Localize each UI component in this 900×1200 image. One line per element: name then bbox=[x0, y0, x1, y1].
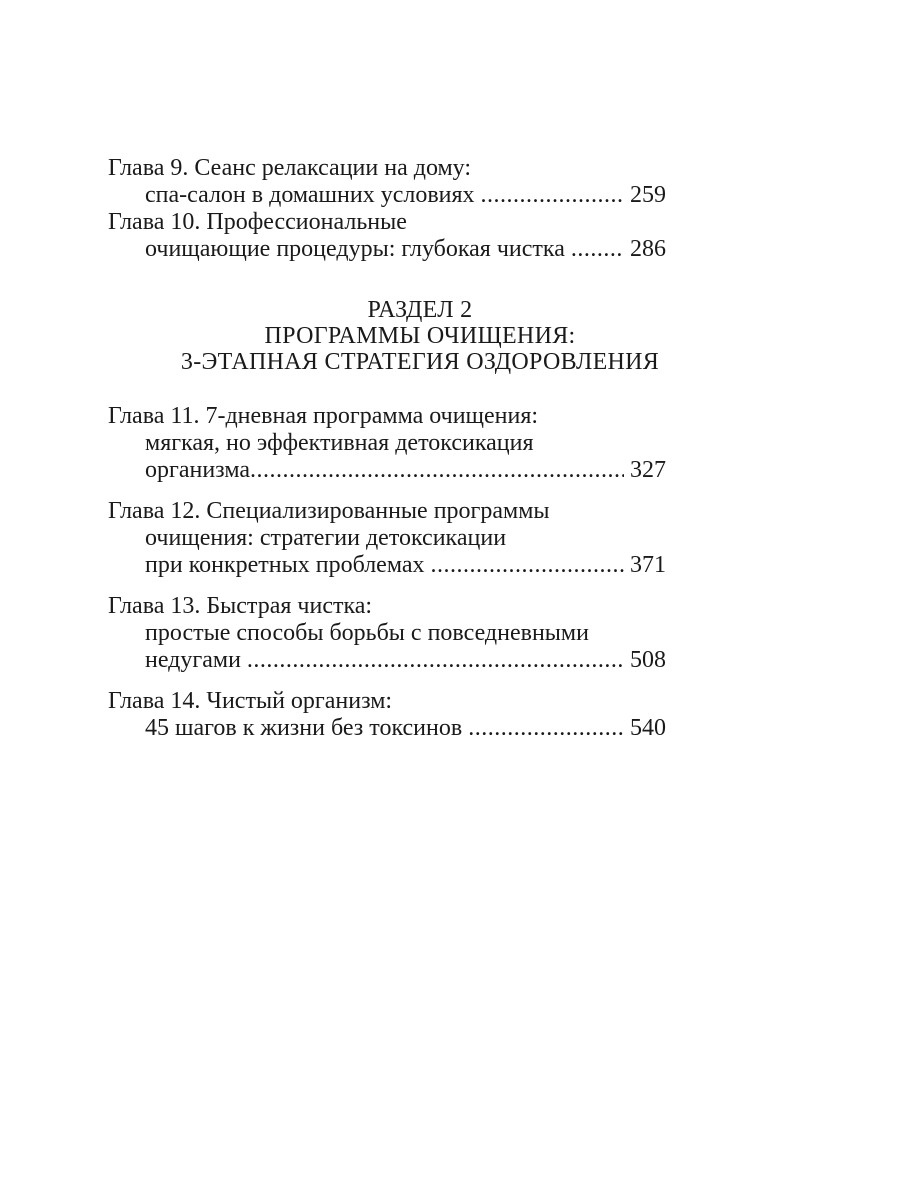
section-number: РАЗДЕЛ 2 bbox=[367, 297, 473, 323]
toc-bottom-block bbox=[108, 403, 666, 742]
toc-entry-chapter-13 bbox=[108, 593, 666, 674]
chapter-subtitle: спа-салон в домашних условиях bbox=[145, 182, 475, 208]
chapter-title: Глава 13. Быстрая чистка: bbox=[108, 593, 373, 619]
chapter-title: Глава 9. Сеанс релаксации на дому: bbox=[108, 155, 472, 181]
chapter-subtitle: мягкая, но эффективная детоксикация bbox=[145, 430, 534, 456]
toc-entry-chapter-14 bbox=[108, 688, 666, 742]
section-heading bbox=[100, 297, 740, 375]
dot-leader bbox=[481, 182, 624, 209]
dot-leader bbox=[250, 457, 624, 484]
chapter-title: Глава 10. Профессиональные bbox=[108, 209, 407, 235]
page-number: 540 bbox=[630, 715, 666, 741]
page-number: 327 bbox=[630, 457, 666, 483]
chapter-subtitle: очищения: стратегии детоксикации bbox=[145, 525, 507, 551]
chapter-title: Глава 11. 7-дневная программа очищения: bbox=[108, 403, 539, 429]
chapter-subtitle: 45 шагов к жизни без токсинов bbox=[145, 715, 463, 741]
chapter-subtitle-end: при конкретных проблемах bbox=[145, 552, 425, 578]
dot-leader bbox=[468, 715, 624, 742]
chapter-title: Глава 14. Чистый организм: bbox=[108, 688, 393, 714]
toc-entry-chapter-9 bbox=[108, 155, 666, 209]
chapter-subtitle: очищающие процедуры: глубокая чистка bbox=[145, 236, 565, 262]
chapter-title: Глава 12. Специализированные программы bbox=[108, 498, 550, 524]
dot-leader bbox=[571, 236, 624, 263]
toc-top-block bbox=[108, 155, 666, 263]
section-title-line-1: ПРОГРАММЫ ОЧИЩЕНИЯ: bbox=[264, 323, 576, 349]
page-number: 508 bbox=[630, 647, 666, 673]
page-number: 286 bbox=[630, 236, 666, 262]
chapter-subtitle: простые способы борьбы с повседневными bbox=[145, 620, 589, 646]
dot-leader bbox=[247, 647, 624, 674]
chapter-subtitle-end: недугами bbox=[145, 647, 241, 673]
dot-leader bbox=[431, 552, 624, 579]
page-number: 259 bbox=[630, 182, 666, 208]
section-title-line-2: 3-ЭТАПНАЯ СТРАТЕГИЯ ОЗДОРОВЛЕНИЯ bbox=[180, 349, 660, 375]
toc-entry-chapter-10 bbox=[108, 209, 666, 263]
chapter-subtitle-end: организма bbox=[145, 457, 250, 483]
toc-entry-chapter-12 bbox=[108, 498, 666, 579]
page-number: 371 bbox=[630, 552, 666, 578]
toc-entry-chapter-11 bbox=[108, 403, 666, 484]
